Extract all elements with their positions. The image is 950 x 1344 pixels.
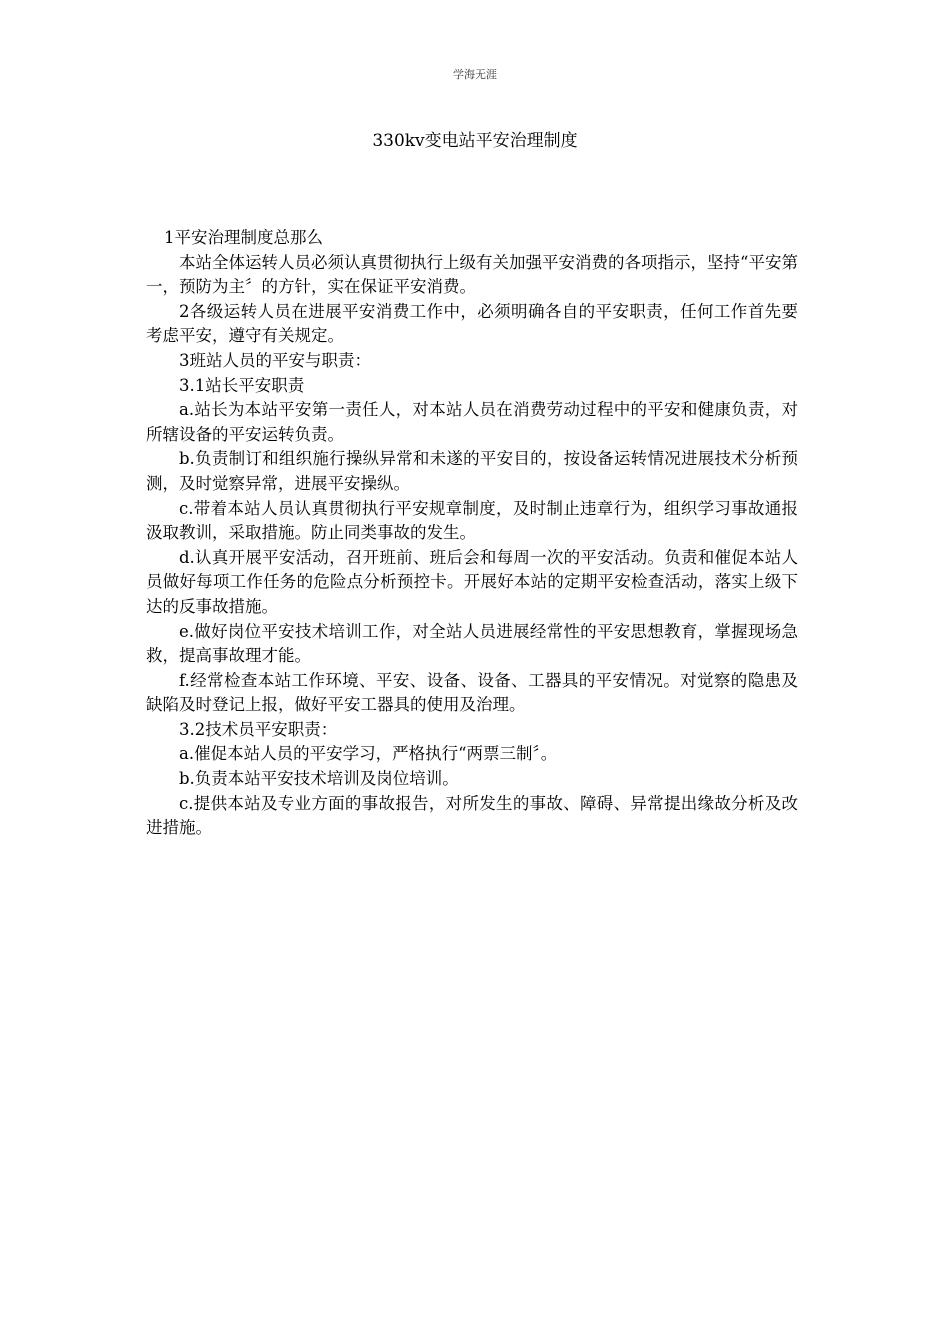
paragraph: d.认真开展平安活动，召开班前、班后会和每周一次的平安活动。负责和催促本站人员做好每项工作任务的危险点分析预控卡。开展好本站的定期平安检查活动，落实上级下达的反事故措施。 (146, 547, 798, 616)
paragraph-heading-3-2: 3.2技术员平安职责： (179, 719, 338, 739)
page-header: 学海无涯 (453, 68, 497, 81)
paragraph: a.站长为本站平安第一责任人，对本站人员在消费劳动过程中的平安和健康负责，对所辖设备的平安运转负责。 (146, 400, 798, 444)
paragraph: c.提供本站及专业方面的事故报告，对所发生的事故、障碍、异常提出缘故分析及改进措施。 (146, 793, 798, 838)
paragraph: b.负责本站平安技术培训及岗位培训。 (179, 769, 459, 789)
paragraph: f.经常检查本站工作环境、平安、设备、设备、工器具的平安情况。对觉察的隐患及缺陷及时登记上报，做好平安工器具的使用及治理。 (146, 670, 798, 715)
paragraph: b.负责制订和组织施行操纵异常和未遂的平安目的，按设备运转情况进展技术分析预测，及时觉察异常，进展平安操纵。 (146, 449, 798, 493)
paragraph: 2各级运转人员在进展平安消费工作中，必须明确各自的平安职责，任何工作首先要考虑平安，遵守有关规定。 (146, 301, 798, 346)
paragraph: c.带着本站人员认真贯彻执行平安规章制度，及时制止违章行为，组织学习事故通报汲取教训，采取措施。防止同类事故的发生。 (146, 498, 798, 543)
paragraph: a.催促本站人员的平安学习，严格执行“两票三制〞。 (179, 744, 558, 764)
document-title: 330kv变电站平安治理制度 (372, 131, 578, 151)
paragraph-heading-1: 1平安治理制度总那么 (164, 228, 323, 247)
paragraph: 本站全体运转人员必须认真贯彻执行上级有关加强平安消费的各项指示，坚持“平安第一，预防为主〞的方针，实在保证平安消费。 (146, 252, 798, 297)
paragraph: e.做好岗位平安技术培训工作，对全站人员进展经常性的平安思想教育，掌握现场急救，提高事故理才能。 (146, 621, 798, 666)
paragraph-heading-3-1: 3.1站长平安职责 (179, 375, 305, 395)
paragraph-heading-3: 3班站人员的平安与职责： (179, 350, 371, 370)
document-body (146, 226, 798, 841)
